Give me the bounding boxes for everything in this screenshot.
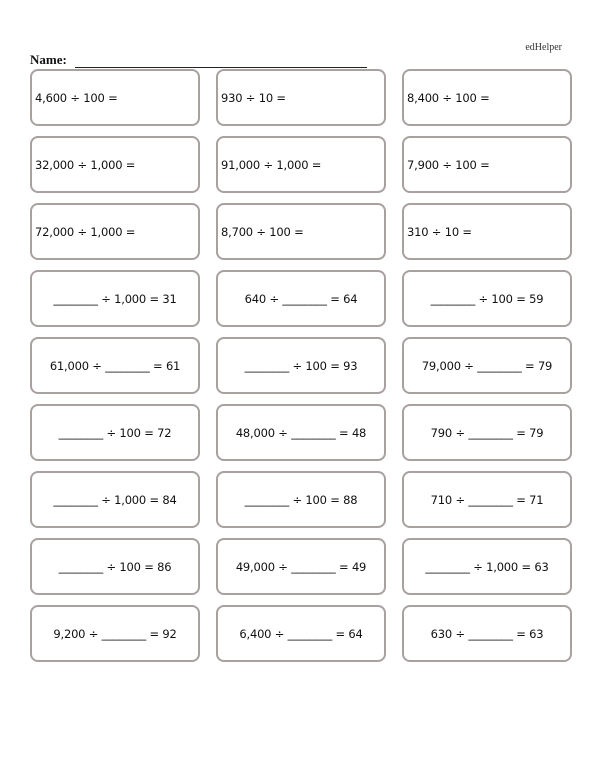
problem-box: ________ ÷ 100 = 72 (30, 404, 200, 461)
problem-box: 8,400 ÷ 100 = (402, 69, 572, 126)
problem-grid (30, 69, 572, 662)
problem-box: ________ ÷ 100 = 93 (216, 337, 386, 394)
problem-box: 790 ÷ ________ = 79 (402, 404, 572, 461)
problem-box: 79,000 ÷ ________ = 79 (402, 337, 572, 394)
problem-box: ________ ÷ 100 = 88 (216, 471, 386, 528)
problem-box: ________ ÷ 100 = 59 (402, 270, 572, 327)
problem-box: ________ ÷ 1,000 = 31 (30, 270, 200, 327)
problem-box: 7,900 ÷ 100 = (402, 136, 572, 193)
problem-box: ________ ÷ 1,000 = 84 (30, 471, 200, 528)
problem-box: 4,600 ÷ 100 = (30, 69, 200, 126)
name-label: Name: (30, 52, 67, 67)
problem-box: 640 ÷ ________ = 64 (216, 270, 386, 327)
problem-box: 72,000 ÷ 1,000 = (30, 203, 200, 260)
name-input-line[interactable] (75, 56, 367, 68)
problem-box: ________ ÷ 1,000 = 63 (402, 538, 572, 595)
problem-box: 310 ÷ 10 = (402, 203, 572, 260)
problem-box: 48,000 ÷ ________ = 48 (216, 404, 386, 461)
problem-box: 8,700 ÷ 100 = (216, 203, 386, 260)
problem-box: 930 ÷ 10 = (216, 69, 386, 126)
problem-box: 710 ÷ ________ = 71 (402, 471, 572, 528)
problem-box: ________ ÷ 100 = 86 (30, 538, 200, 595)
problem-box: 9,200 ÷ ________ = 92 (30, 605, 200, 662)
problem-box: 49,000 ÷ ________ = 49 (216, 538, 386, 595)
name-row (30, 52, 367, 68)
problem-box: 630 ÷ ________ = 63 (402, 605, 572, 662)
brand-label: edHelper (525, 42, 562, 53)
problem-box: 61,000 ÷ ________ = 61 (30, 337, 200, 394)
problem-box: 6,400 ÷ ________ = 64 (216, 605, 386, 662)
problem-box: 91,000 ÷ 1,000 = (216, 136, 386, 193)
problem-box: 32,000 ÷ 1,000 = (30, 136, 200, 193)
